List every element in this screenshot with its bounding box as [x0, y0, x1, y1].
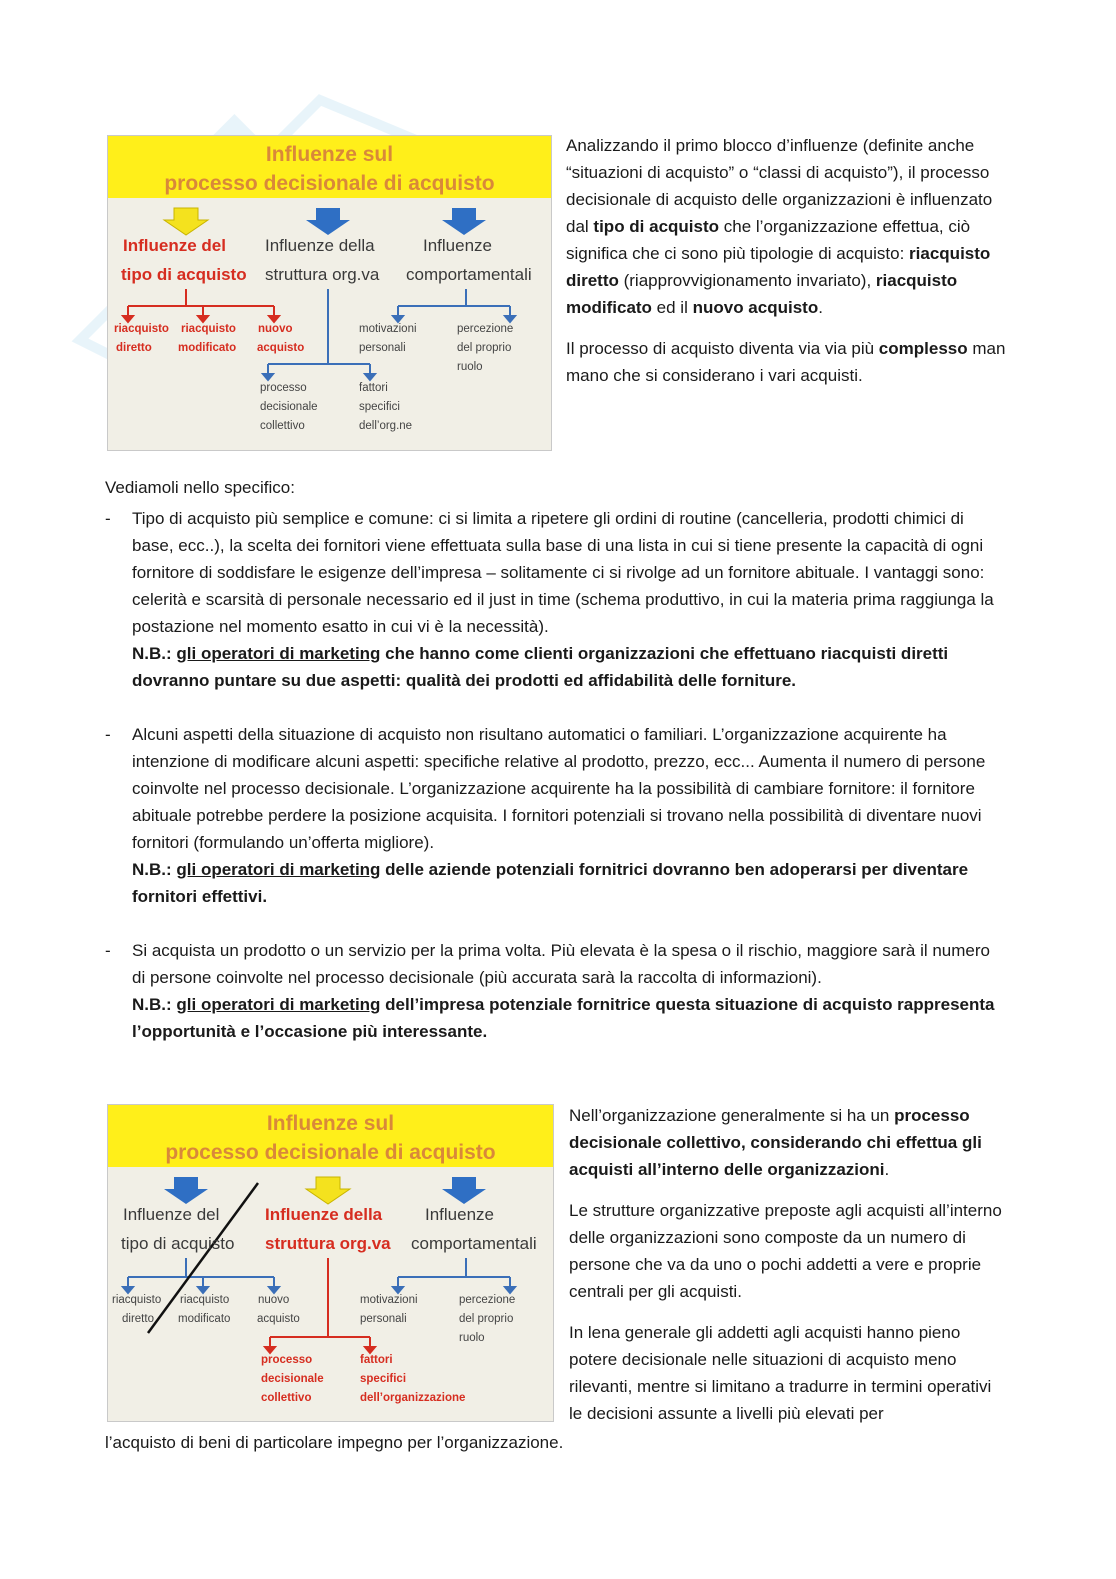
sub-decisionale: decisionale	[261, 1373, 324, 1385]
label-influenze-tipo: Influenze del	[123, 236, 226, 255]
sub-motivazioni: motivazioni	[360, 1294, 418, 1306]
paragraph: In lena generale gli addetti agli acquisti hanno pieno potere decisionale nelle situazioni di acquisto meno rilevanti, mentre si limitano a tradurre in termini operativi le decisioni assunte a livelli più elevati per	[569, 1323, 992, 1423]
sub-ruolo: ruolo	[459, 1332, 485, 1344]
label-influenze-struttura: Influenze della	[265, 236, 375, 255]
sub-motivazioni: motivazioni	[359, 323, 417, 335]
sub-dell-orgne: dell’org.ne	[359, 420, 413, 432]
sub-nuovo: nuovo	[258, 1294, 290, 1306]
sub-personali: personali	[359, 342, 406, 354]
label-influenze-struttura: Influenze della	[265, 1205, 383, 1224]
label-struttura-org: struttura org.va	[265, 265, 380, 284]
sub-diretto: diretto	[116, 342, 152, 354]
sub-collettivo: collettivo	[261, 1392, 312, 1404]
sub-riacquisto: riacquisto	[112, 1294, 162, 1306]
label-influenze-comport: Influenze	[425, 1205, 494, 1224]
sub-nuovo: nuovo	[258, 323, 293, 335]
list-item: - Tipo di acquisto più semplice e comune: ci si limita a ripetere gli ordini di routine (cancelleria, prodotti chimici di base, ecc..), la scelta dei fornitori viene effettuata sulla base di una lista in cui si tiene presente la capacità di ogni fornitore di soddisfare le esigenze dell’impresa – solitamente ci si rivolge ad un fornitore abituale. I vantaggi sono: celerità e scarsità di personale necessario ed il just in time (schema produttivo, in cui la materia prima raggiunga la postazione nel momento esatto in cui vi è la necessità). N.B.: gli operatori di marketing che hanno come clienti organizzazioni che effettuano riacquisti diretti dovranno puntare su due aspetti: qualità dei prodotti ed affidabilità delle forniture.	[105, 509, 994, 690]
figure-arrows	[108, 136, 552, 451]
sub-percezione: percezione	[457, 323, 514, 335]
sub-percezione: percezione	[459, 1294, 516, 1306]
figure-title-line2: processo decisionale di acquisto	[164, 172, 495, 195]
text-block-1	[566, 132, 1006, 403]
sub-collettivo: collettivo	[260, 420, 305, 432]
figure-influences-1	[107, 135, 552, 451]
sub-acquisto: acquisto	[257, 342, 305, 354]
label-comportamentali: comportamentali	[406, 265, 532, 284]
figure-influences-2	[107, 1104, 554, 1422]
label-tipo-acquisto: tipo di acquisto	[121, 265, 247, 284]
sub-processo: processo	[261, 1354, 313, 1366]
paragraph: Nell’organizzazione generalmente si ha un processo decisionale collettivo, considerando chi effettua gli acquisti all’interno delle organizzazioni.	[569, 1106, 982, 1179]
intro-line: Vediamoli nello specifico:	[105, 478, 295, 497]
sub-specifici: specifici	[359, 401, 400, 413]
paragraph: Le strutture organizzative preposte agli acquisti all’interno delle organizzazioni sono composte da un numero di persone che va da uno o pochi addetti a vere e proprie centrali per gli acquisti.	[569, 1201, 1002, 1301]
list-item: - Alcuni aspetti della situazione di acquisto non risultano automatici o familiari. L’organizzazione acquirente ha intenzione di modificare alcuni aspetti: specifiche relative al prodotto, prezzo, ecc... Aumenta il numero di persone coinvolte nel processo decisionale. L’organizzazione acquirente ha la possibilità di cambiare fornitore: il fornitore abituale potrebbe perdere la posizione acquisita. I fornitori potenziali si trovano nella possibilità di diventare nuovi fornitori (formulando un’offerta migliore). N.B.: gli operatori di marketing delle aziende potenziali fornitrici dovranno ben adoperarsi per diventare fornitori effettivi.	[105, 725, 986, 906]
sub-modificato: modificato	[178, 1313, 231, 1325]
sub-del-proprio: del proprio	[459, 1313, 514, 1325]
text-block-2	[569, 1102, 1009, 1441]
figure-title-line2: processo decisionale di acquisto	[165, 1141, 496, 1164]
sub-acquisto: acquisto	[257, 1313, 300, 1325]
label-influenze-tipo: Influenze del	[123, 1205, 220, 1224]
sub-processo: processo	[260, 382, 307, 394]
figure-title-line1: Influenze sul	[265, 143, 394, 166]
sub-specifici: specifici	[360, 1373, 407, 1385]
sub-fattori: fattori	[359, 382, 388, 394]
label-tipo-acquisto: tipo di acquisto	[121, 1234, 235, 1253]
figure-title-line1: Influenze sul	[266, 1112, 395, 1135]
sub-diretto: diretto	[122, 1313, 154, 1325]
sub-fattori: fattori	[360, 1354, 393, 1366]
sub-modificato: modificato	[178, 342, 237, 354]
paragraph: Il processo di acquisto diventa via via più complesso man mano che si considerano i vari acquisti.	[566, 339, 1006, 385]
paragraph: Analizzando il primo blocco d’influenze (definite anche “situazioni di acquisto” o “classi di acquisto”), il processo decisionale di acquisto delle organizzazioni è influenzato dal tipo di acquisto che l’organizzazione effettua, ciò significa che ci sono più tipologie di acquisto: riacquisto diretto (riapprovvigionamento invariato), riacquisto modificato ed il nuovo acquisto.	[566, 136, 993, 317]
sub-riacquisto: riacquisto	[114, 323, 169, 335]
label-struttura-org: struttura org.va	[265, 1234, 391, 1253]
label-comportamentali: comportamentali	[411, 1234, 537, 1253]
figure-arrows	[108, 1105, 554, 1422]
list-item: - Si acquista un prodotto o un servizio per la prima volta. Più elevata è la spesa o il rischio, maggiore sarà il numero di persone coinvolte nel processo decisionale (più accurata sarà la raccolta di informazioni). N.B.: gli operatori di marketing dell’impresa potenziale fornitrice questa situazione di acquisto rappresenta l’opportunità e l’occasione più interessante.	[105, 941, 995, 1041]
sub-del-proprio: del proprio	[457, 342, 512, 354]
sub-ruolo: ruolo	[457, 361, 483, 373]
sub-dell-organizzazione: dell’organizzazione	[360, 1392, 466, 1404]
sub-personali: personali	[360, 1313, 407, 1325]
sub-decisionale: decisionale	[260, 401, 318, 413]
label-influenze-comport: Influenze	[423, 236, 492, 255]
sub-riacquisto-2: riacquisto	[180, 1294, 230, 1306]
paragraph-tail: l’acquisto di beni di particolare impegno per l’organizzazione.	[105, 1433, 564, 1452]
sub-riacquisto-2: riacquisto	[181, 323, 236, 335]
